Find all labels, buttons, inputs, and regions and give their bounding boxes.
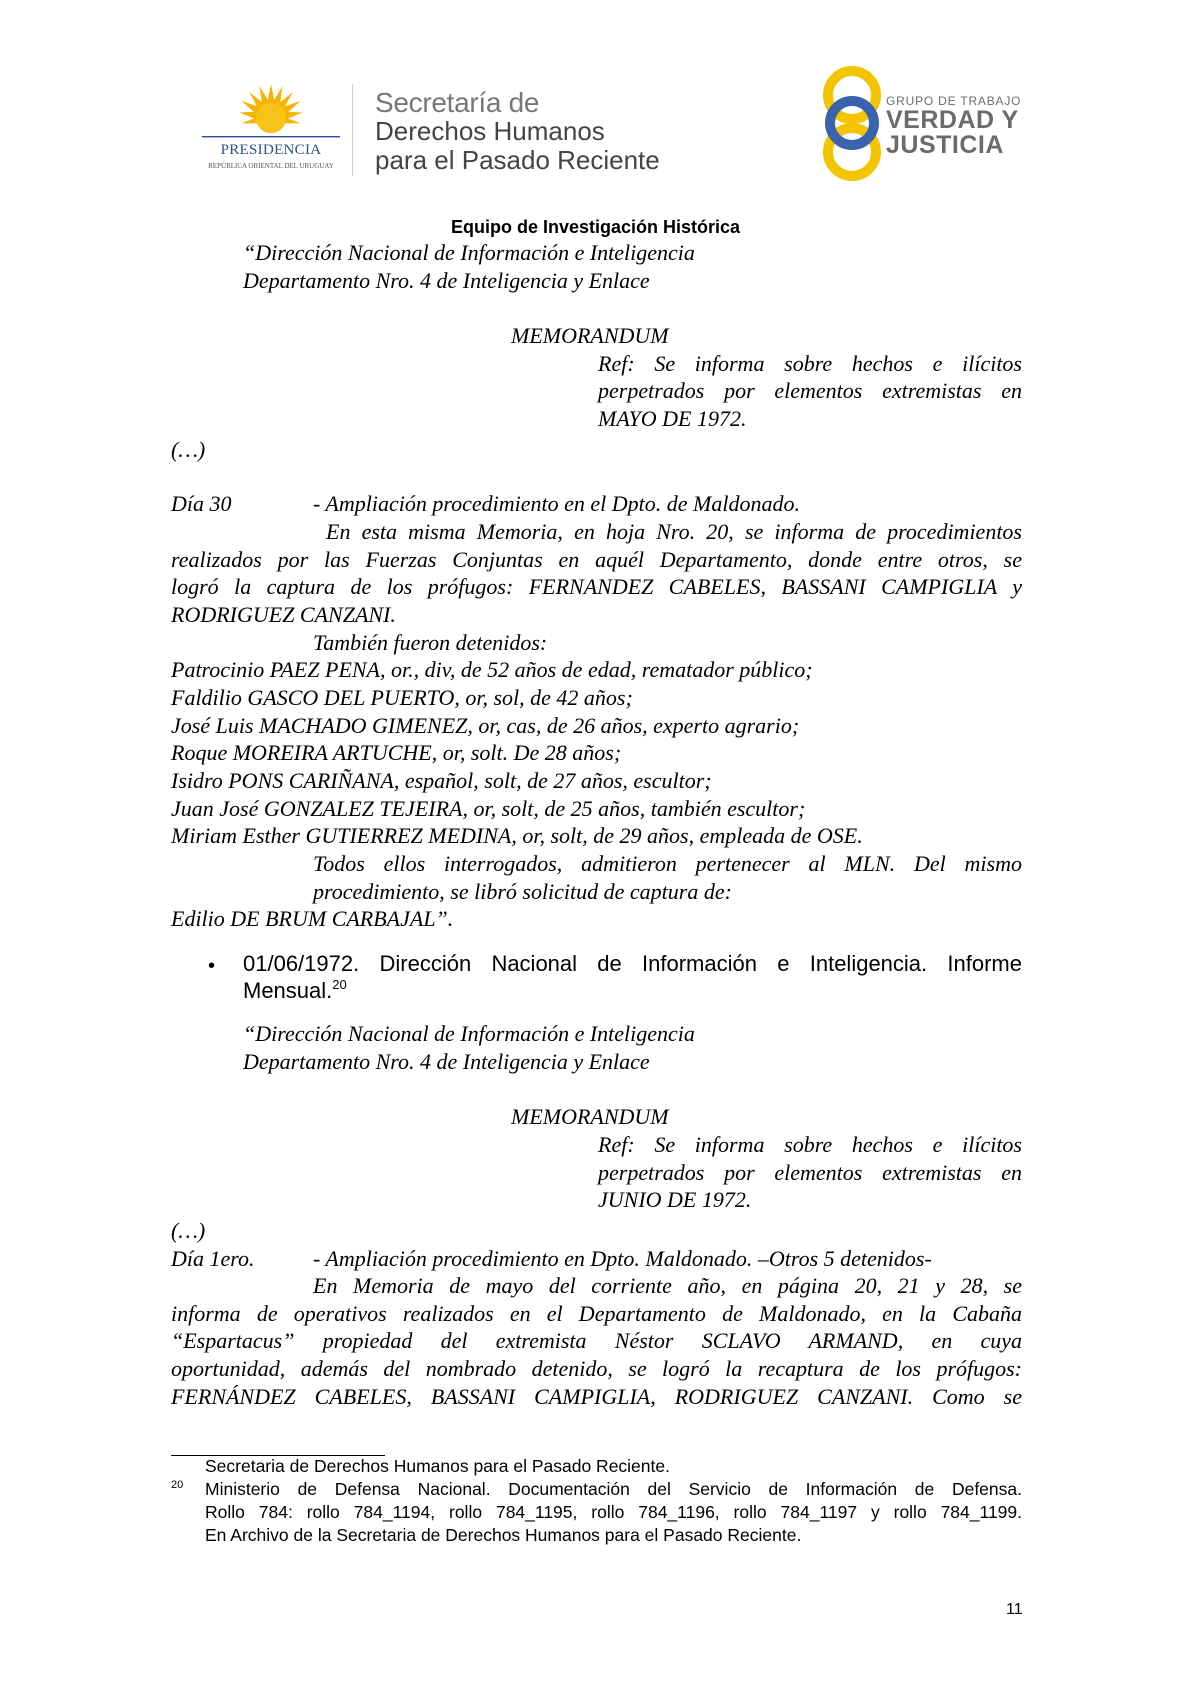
memo1-para-line-2: realizados por las Fuerzas Conjuntas en aquél Departamento, donde entre otros, se [171, 547, 1022, 572]
memo1-ellipsis: (…) [171, 437, 206, 462]
memo2-para-line-5: FERNÁNDEZ CABELES, BASSANI CAMPIGLIA, RODRIGUEZ CANZANI. Como se [171, 1384, 1022, 1409]
page-number: 11 [1006, 1601, 1023, 1618]
memo1-para-line-3: logró la captura de los prófugos: FERNANDEZ CABELES, BASSANI CAMPIGLIA y [171, 574, 1022, 599]
bullet-line-2 [243, 977, 347, 1004]
header-divider [352, 84, 353, 176]
sun-logo-icon [196, 82, 346, 146]
gtvj-line-1: VERDAD Y [886, 106, 1019, 134]
footnote-line-1: Ministerio de Defensa Nacional. Documentación del Servicio de Información de Defensa. [205, 1479, 1022, 1499]
memo1-ref-line-2: perpetrados por elementos extremistas en [598, 378, 1022, 403]
detainee-line: Isidro PONS CARIÑANA, español, solt, de 27 años, escultor; [171, 768, 712, 793]
memo1-title: MEMORANDUM [511, 323, 669, 348]
gtvj-small-text: GRUPO DE TRABAJO [886, 94, 1022, 108]
memo2-para-line-2: informa de operativos realizados en el Departamento de Maldonado, en la Cabaña [171, 1301, 1022, 1326]
memo1-para-line-4: RODRIGUEZ CANZANI. [171, 602, 396, 627]
memo2-title: MEMORANDUM [511, 1104, 669, 1129]
memo2-org-line-1: “Dirección Nacional de Información e Inteligencia [243, 1021, 695, 1046]
footnote-ref-20[interactable]: 20 [332, 977, 347, 992]
memo2-para-line-3: “Espartacus” propiedad del extremista Néstor SCLAVO ARMAND, en cuya [171, 1328, 1022, 1353]
footnote-number: 20 [171, 1479, 184, 1491]
detainee-line: Juan José GONZALEZ TEJEIRA, or, solt, de 25 años, también escultor; [171, 796, 806, 821]
memo1-org-line-1: “Dirección Nacional de Información e Inteligencia [243, 240, 695, 265]
memo1-edilio: Edilio DE BRUM CARBAJAL”. [171, 906, 454, 931]
memo2-org-line-2: Departamento Nro. 4 de Inteligencia y Enlace [243, 1049, 650, 1074]
team-title: Equipo de Investigación Histórica [450, 217, 741, 237]
detainee-line: Miriam Esther GUTIERREZ MEDINA, or, solt, de 29 años, empleada de OSE. [171, 823, 863, 848]
bullet-dot: • [208, 955, 216, 977]
gtvj-title [886, 94, 1021, 158]
footnote-line-2: Rollo 784: rollo 784_1194, rollo 784_1195, rollo 784_1196, rollo 784_1197 y rollo 784_1199. [205, 1502, 1022, 1522]
secretaria-line-3: para el Pasado Reciente [375, 145, 660, 175]
bullet-line-1: 01/06/1972. Dirección Nacional de Información e Inteligencia. Informe [243, 951, 1022, 976]
memo1-todos-line-2: procedimiento, se libró solicitud de captura de: [313, 879, 732, 904]
memo1-todos-line-1: Todos ellos interrogados, admitieron pertenecer al MLN. Del mismo [313, 851, 1022, 876]
detainee-line: Patrocinio PAEZ PENA, or., div, de 52 años de edad, rematador público; [171, 657, 813, 682]
presidencia-subtitle: REPÚBLICA ORIENTAL DEL URUGUAY [208, 162, 334, 170]
secretaria-line-2: Derechos Humanos [375, 116, 605, 146]
memo1-tambien: También fueron detenidos: [313, 630, 548, 655]
memo2-ref-line-3: JUNIO DE 1972. [598, 1187, 752, 1212]
memo1-day-text: - Ampliación procedimiento en el Dpto. de Maldonado. [313, 491, 800, 516]
footnote-line-3: En Archivo de la Secretaria de Derechos Humanos para el Pasado Reciente. [205, 1525, 802, 1545]
detainee-line: José Luis MACHADO GIMENEZ, or, cas, de 26 años, experto agrario; [171, 713, 800, 738]
presidencia-logo [196, 82, 346, 178]
memo1-org-line-2: Departamento Nro. 4 de Inteligencia y Enlace [243, 268, 650, 293]
memo2-day: Día 1ero. [171, 1246, 255, 1271]
memo1-para-line-1: En esta misma Memoria, en hoja Nro. 20, se informa de procedimientos [326, 519, 1022, 544]
detainee-line: Faldilio GASCO DEL PUERTO, or, sol, de 42 años; [171, 685, 633, 710]
gtvj-line-2: JUSTICIA [886, 131, 1004, 159]
footnote-line-0: Secretaria de Derechos Humanos para el Pasado Reciente. [205, 1456, 670, 1476]
secretaria-title [375, 88, 660, 175]
memo2-day-text: - Ampliación procedimiento en Dpto. Maldonado. –Otros 5 detenidos- [313, 1246, 932, 1271]
presidencia-text: PRESIDENCIA [220, 142, 322, 158]
memo2-para-line-4: oportunidad, además del nombrado detenido, se logró la recaptura de los prófugos: [171, 1356, 1022, 1381]
memo2-ref-line-1: Ref: Se informa sobre hechos e ilícitos [598, 1132, 1022, 1157]
memo1-ref-line-3: MAYO DE 1972. [598, 406, 747, 431]
detainee-line: Roque MOREIRA ARTUCHE, or, solt. De 28 años; [171, 740, 622, 765]
memo1-ref-line-1: Ref: Se informa sobre hechos e ilícitos [598, 351, 1022, 376]
secretaria-line-1: Secretaría de [375, 87, 540, 118]
bullet-line-2-text: Mensual. [243, 978, 333, 1003]
memo1-day: Día 30 [171, 491, 232, 516]
memo2-para-line-1: En Memoria de mayo del corriente año, en página 20, 21 y 28, se [313, 1273, 1022, 1298]
memo2-ref-line-2: perpetrados por elementos extremistas en [598, 1160, 1022, 1185]
memo2-ellipsis: (…) [171, 1218, 206, 1243]
